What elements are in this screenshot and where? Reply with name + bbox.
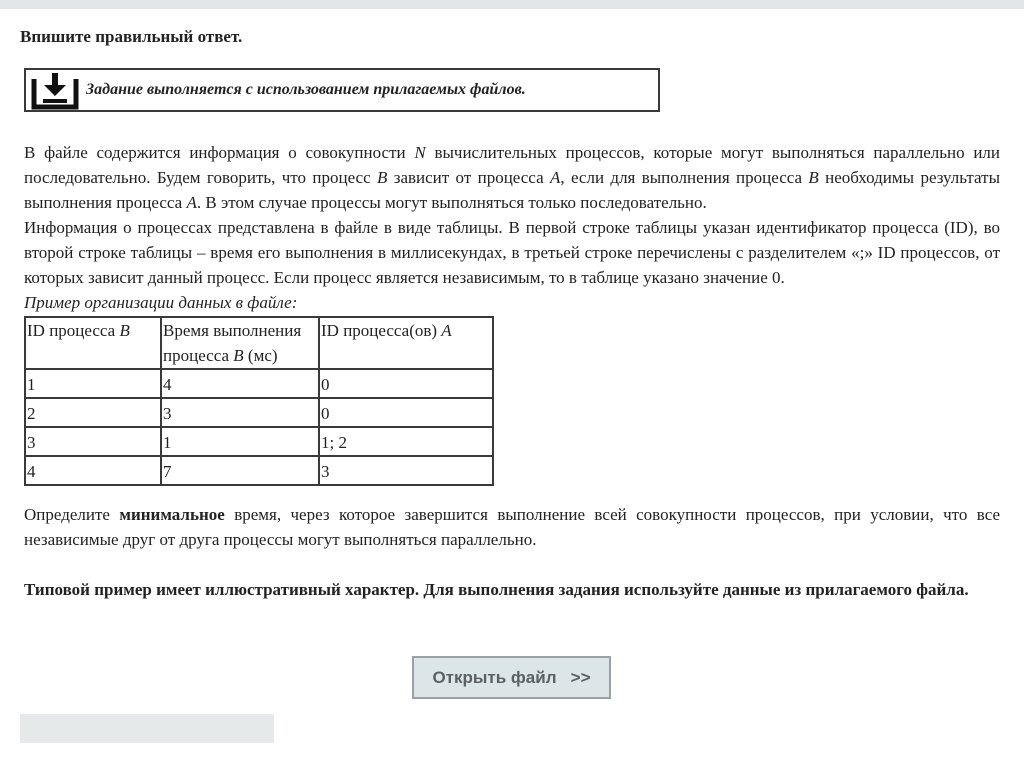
download-icon [30,71,80,111]
open-file-button[interactable]: Открыть файл >> [412,656,611,699]
answer-input-area[interactable] [20,714,274,743]
table-row [25,369,493,398]
table-header-row [25,317,493,369]
table-row [25,427,493,456]
var-n: N [414,143,426,162]
table-cell: 1 [161,427,319,456]
table-header-cell: ID процесса B [25,317,161,369]
question-text: Определите минимальное время, через которое завершится выполнение всей совокупности процессов, при условии, что все независимые друг от друга процессы могут выполняться параллельно. [24,505,1001,549]
task-description: В файле содержится информация о совокупности N вычислительных процессов, которые могут выполняться параллельно или последовательно. Будем говорить, что процесс B зависит от процесса A, если для выполнения процесса B необходимы результаты выполнения процесса A. В этом случае процессы могут выполняться только последовательно. [24,143,1000,212]
table-cell: 4 [25,456,161,485]
file-notice-text: Задание выполняется с использованием прилагаемых файлов. [86,81,526,98]
var-a: A [549,168,561,187]
var-b: B [808,168,819,187]
table-cell: 7 [161,456,319,485]
note-text: Типовой пример имеет иллюстративный характер. Для выполнения задания используйте данные из прилагаемого файла. [24,580,969,599]
table-cell: 3 [319,456,493,485]
table-cell: 3 [161,398,319,427]
table-cell: 3 [25,427,161,456]
question-emphasis: минимальное [119,505,225,524]
table-cell: 2 [25,398,161,427]
example-label: Пример организации данных в файле: [24,293,298,312]
table-cell: 4 [161,369,319,398]
top-strip [0,0,1024,9]
table-cell: 0 [319,398,493,427]
file-notice-box [24,68,660,112]
table-header-cell: ID процесса(ов) A [319,317,493,369]
table-cell: 0 [319,369,493,398]
var-a: A [186,193,197,212]
var-b: B [376,168,388,187]
data-format-description: Информация о процессах представлена в файле в виде таблицы. В первой строке таблицы указан идентификатор процесса (ID), во второй строке таблицы – время его выполнения в миллисекундах, в третьей строке перечислены с разделителем «;» ID процессов, от которых зависит данный процесс. Если процесс является независимым, то в таблице указано значение 0. [24,218,1000,287]
table-header-cell: Время выполнения процесса B (мс) [161,317,319,369]
table-cell: 1 [25,369,161,398]
instruction-text: Впишите правильный ответ. [20,27,243,46]
example-table [24,316,494,486]
table-cell: 1; 2 [319,427,493,456]
table-row [25,398,493,427]
table-row [25,456,493,485]
